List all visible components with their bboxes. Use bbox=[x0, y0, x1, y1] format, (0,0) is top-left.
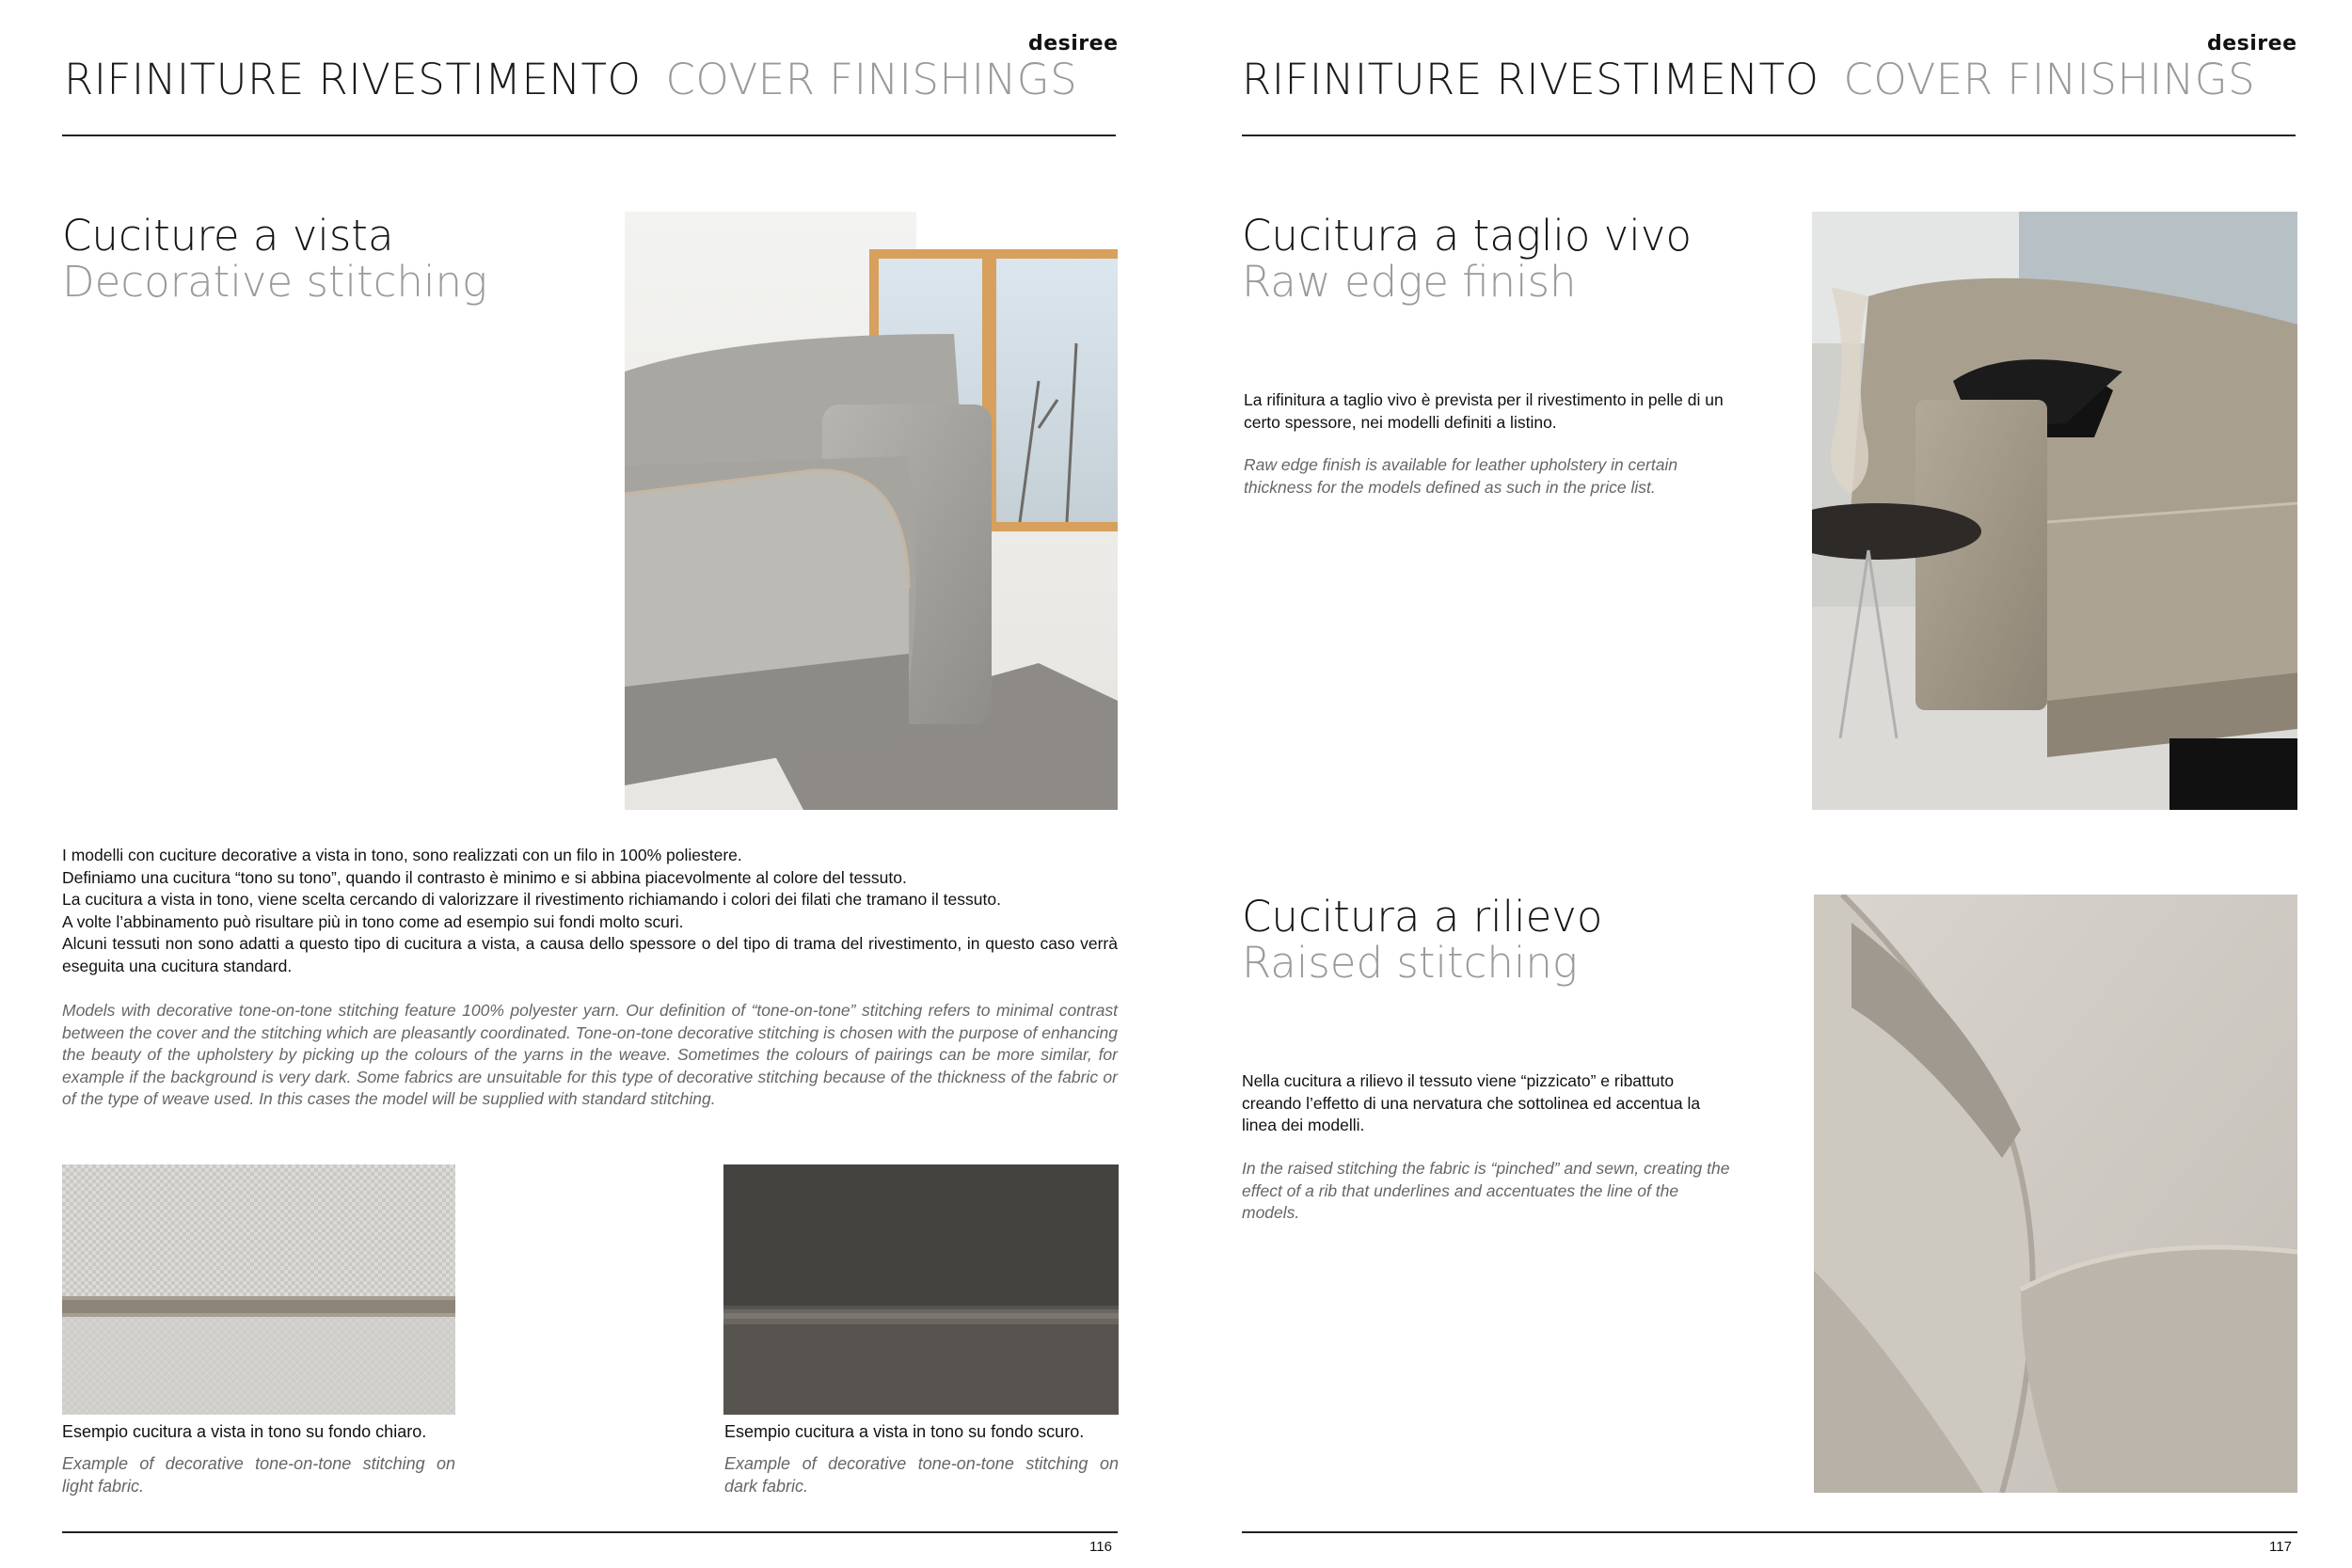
sofa-photo-decorative-stitching bbox=[625, 212, 1118, 810]
brand-logo-right: desiree bbox=[2207, 32, 2297, 55]
page-number-right: 117 bbox=[2269, 1539, 2292, 1555]
section-title-en: Decorative stitching bbox=[62, 257, 487, 307]
header-rule-left bbox=[62, 135, 1116, 136]
body-it-line-4: A volte l’abbinamento può risultare più in tono come ad esempio sui fondi molto scuri. bbox=[62, 911, 684, 931]
sofa-photo-raw-edge bbox=[1812, 212, 2297, 810]
header-title-it-right: RIFINITURE RIVESTIMENTO bbox=[1242, 55, 1820, 104]
raised-title-en: Raised stitching bbox=[1242, 938, 1578, 988]
raw-edge-title-en: Raw edge finish bbox=[1242, 257, 1577, 307]
body-it-line-2: Definiamo una cucitura “tono su tono”, quando il contrasto è minimo e si abbina piacevolmente al colore del tessuto. bbox=[62, 867, 907, 887]
fabric-sample-dark bbox=[723, 1164, 1119, 1415]
body-text-en: Models with decorative tone-on-tone stitching feature 100% polyester yarn. Our definition of “tone-on-tone” stitching refers to minimal contrast between the cover and the stitching which are pleasantly coordinated. Tone-on-tone decorative stitching is chosen with the purpose of enhancing the beauty of the upholstery by picking up the colours of the yarns in the weave. Sometimes the colours of pairings can be more similar, for example if the background is very dark. Some fabrics are unsuitable for this type of decorative stitching because of the thickness of the fabric or of the type of weave used. In this cases the model will be supplied with standard stitching. bbox=[62, 1001, 1118, 1108]
page-number-left: 116 bbox=[1089, 1539, 1112, 1555]
footer-rule-left bbox=[62, 1531, 1118, 1533]
raw-edge-title-it: Cucitura a taglio vivo bbox=[1242, 211, 1692, 261]
raw-edge-text-it: La rifinitura a taglio vivo è prevista per il rivestimento in pelle di un certo spessore, nei modelli definiti a listino. bbox=[1244, 390, 1724, 432]
sofa-photo-raised-stitching bbox=[1814, 895, 2297, 1493]
caption-light-it: Esempio cucitura a vista in tono su fondo chiaro. bbox=[62, 1422, 427, 1441]
body-text-it bbox=[62, 845, 1118, 977]
raised-text-en: In the raised stitching the fabric is “pinched” and sewn, creating the effect of a rib that underlines and accentuates the line of the models. bbox=[1242, 1159, 1730, 1222]
body-it-line-5: Alcuni tessuti non sono adatti a questo tipo di cucitura a vista, a causa dello spessore o del tipo di trama del rivestimento, in questo caso verrà eseguita una cucitura standard. bbox=[62, 934, 1118, 975]
footer-rule-right bbox=[1242, 1531, 2297, 1533]
fabric-sample-light bbox=[62, 1164, 455, 1415]
caption-light-en: Example of decorative tone-on-tone stitching on light fabric. bbox=[62, 1454, 455, 1496]
raised-text-it: Nella cucitura a rilievo il tessuto viene “pizzicato” e ribattuto creando l’effetto di una nervatura che sottolinea ed accentua la linea dei modelli. bbox=[1242, 1071, 1701, 1134]
raw-edge-text-en: Raw edge finish is available for leather upholstery in certain thickness for the models defined as such in the price list. bbox=[1244, 455, 1678, 497]
body-it-line-1: I modelli con cuciture decorative a vista in tono, sono realizzati con un filo in 100% poliestere. bbox=[62, 846, 742, 864]
header-rule-right bbox=[1242, 135, 2296, 136]
caption-dark-it: Esempio cucitura a vista in tono su fondo scuro. bbox=[724, 1422, 1085, 1441]
page-header-left bbox=[64, 55, 1078, 104]
header-title-it: RIFINITURE RIVESTIMENTO bbox=[64, 55, 642, 104]
body-it-line-3: La cucitura a vista in tono, viene scelta cercando di valorizzare il rivestimento richiamando i colori dei filati che tramano il tessuto. bbox=[62, 890, 1001, 909]
header-title-en: COVER FINISHINGS bbox=[665, 55, 1078, 104]
page-header-right bbox=[1242, 55, 2256, 104]
brand-logo-left: desiree bbox=[1028, 32, 1119, 55]
raised-title-it: Cucitura a rilievo bbox=[1242, 892, 1603, 942]
section-title-it: Cuciture a vista bbox=[62, 211, 394, 261]
caption-dark-en: Example of decorative tone-on-tone stitching on dark fabric. bbox=[724, 1454, 1119, 1496]
header-title-en-right: COVER FINISHINGS bbox=[1843, 55, 2256, 104]
